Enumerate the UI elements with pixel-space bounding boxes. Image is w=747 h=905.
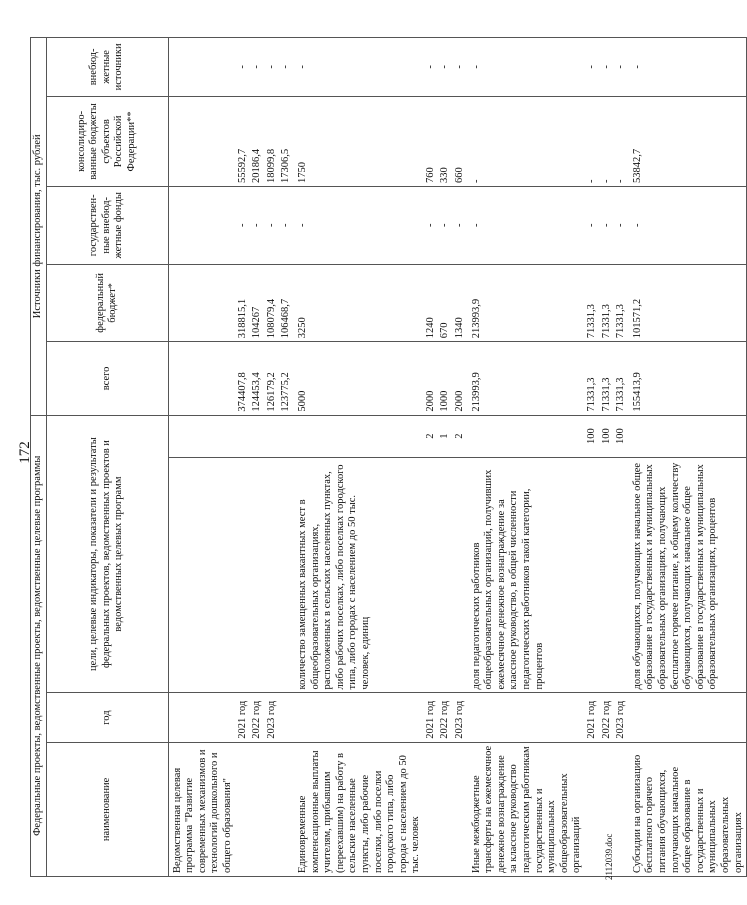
row-total: 126179,2	[265, 342, 280, 415]
row-federal: 213993,9	[468, 264, 585, 342]
table-row	[438, 38, 453, 877]
row-regional	[168, 96, 235, 186]
row-goal	[614, 457, 629, 693]
header-funding: Источники финансирования, тыс. рублей	[31, 38, 47, 416]
row-indicator: 100	[585, 415, 600, 457]
row-federal: 71331,3	[614, 264, 629, 342]
table-row	[168, 38, 235, 877]
row-state-funds: -	[629, 187, 747, 265]
row-year	[629, 693, 747, 742]
row-indicator	[168, 415, 235, 457]
row-extra: -	[236, 38, 251, 97]
row-goal	[438, 457, 453, 693]
row-federal: 670	[438, 264, 453, 342]
row-federal: 3250	[294, 264, 424, 342]
header-federal: федеральный бюджет*	[46, 264, 168, 342]
row-state-funds: -	[236, 187, 251, 265]
row-year: 2022 год	[250, 693, 265, 742]
row-total: 5000	[294, 342, 424, 415]
row-total: 71331,3	[600, 342, 615, 415]
row-goal	[453, 457, 468, 693]
table-row	[453, 38, 468, 877]
row-goal: доля обучающихся, получающих начальное общее образование в государственных и муниципальных образовательных организациях, получающих бесплатное горячее питание, к общему количеству обучающихся, получающих начальное общее образование в государственных и муниципальных образовательных организациях, процентов	[629, 457, 747, 693]
row-extra: -	[265, 38, 280, 97]
row-extra: -	[424, 38, 439, 97]
row-extra: -	[585, 38, 600, 97]
row-indicator	[294, 415, 424, 457]
table-row	[424, 38, 439, 877]
row-federal: 1340	[453, 264, 468, 342]
funding-table	[30, 37, 747, 877]
row-state-funds: -	[614, 187, 629, 265]
row-state-funds: -	[265, 187, 280, 265]
row-indicator	[236, 415, 251, 457]
row-name	[279, 742, 294, 876]
row-year: 2021 год	[424, 693, 439, 742]
row-goal	[250, 457, 265, 693]
table-row	[468, 38, 585, 877]
row-regional: 660	[453, 96, 468, 186]
row-goal	[265, 457, 280, 693]
row-state-funds: -	[585, 187, 600, 265]
row-indicator: 100	[600, 415, 615, 457]
row-name	[265, 742, 280, 876]
row-regional: -	[468, 96, 585, 186]
row-name	[453, 742, 468, 876]
row-goal	[236, 457, 251, 693]
row-total: 71331,3	[585, 342, 600, 415]
row-state-funds: -	[279, 187, 294, 265]
row-state-funds: -	[424, 187, 439, 265]
row-name	[438, 742, 453, 876]
table-row	[629, 38, 747, 877]
row-extra: -	[629, 38, 747, 97]
row-name	[585, 742, 600, 876]
row-state-funds	[168, 187, 235, 265]
row-name	[614, 742, 629, 876]
row-federal: 108079,4	[265, 264, 280, 342]
table-row	[265, 38, 280, 877]
row-federal: 101571,2	[629, 264, 747, 342]
row-year: 2021 год	[236, 693, 251, 742]
row-year	[468, 693, 585, 742]
table-row	[250, 38, 265, 877]
row-total: 2000	[424, 342, 439, 415]
header-year: год	[46, 693, 168, 742]
row-year: 2021 год	[585, 693, 600, 742]
row-federal: 71331,3	[585, 264, 600, 342]
row-name: Иные межбюджетные трансферты на ежемесячное денежное вознаграждение за классное руководство педагогическим работникам государственных и муниципальных общеобразовательных организаций	[468, 742, 585, 876]
row-regional: 760	[424, 96, 439, 186]
row-regional: 1750	[294, 96, 424, 186]
row-goal	[424, 457, 439, 693]
row-regional: 18099,8	[265, 96, 280, 186]
row-total: 374407,8	[236, 342, 251, 415]
row-indicator	[279, 415, 294, 457]
row-goal: количество замещенных вакантных мест в общеобразовательных организациях, расположенных в сельских населенных пунктах, либо рабочих поселках, либо поселках городского типа, либо городах с населением до 50 тыс. человек, единиц	[294, 457, 424, 693]
row-state-funds: -	[453, 187, 468, 265]
row-year	[279, 693, 294, 742]
header-name: наименование	[46, 742, 168, 876]
row-regional: -	[585, 96, 600, 186]
row-indicator: 1	[438, 415, 453, 457]
table-row	[614, 38, 629, 877]
row-indicator	[250, 415, 265, 457]
row-regional: -	[614, 96, 629, 186]
row-federal: 318815,1	[236, 264, 251, 342]
row-total	[168, 342, 235, 415]
row-extra: -	[279, 38, 294, 97]
row-extra: -	[250, 38, 265, 97]
row-indicator	[265, 415, 280, 457]
row-federal: 1240	[424, 264, 439, 342]
row-name: Ведомственная целевая программа "Развитие современных механизмов и технологий дошкольного и общего образования"	[168, 742, 235, 876]
table-row	[294, 38, 424, 877]
row-indicator	[468, 415, 585, 457]
row-year: 2022 год	[600, 693, 615, 742]
row-total: 123775,2	[279, 342, 294, 415]
row-indicator: 2	[453, 415, 468, 457]
row-extra: -	[453, 38, 468, 97]
row-indicator	[629, 415, 747, 457]
row-total: 155413,9	[629, 342, 747, 415]
row-regional: 53842,7	[629, 96, 747, 186]
row-goal	[279, 457, 294, 693]
row-regional: 330	[438, 96, 453, 186]
page-number: 172	[17, 441, 33, 464]
header-projects: Федеральные проекты, ведомственные проекты, ведомственные целевые программы	[31, 415, 47, 876]
header-regional: консолидиро-ванные бюджеты субъектов Российской Федерации**	[46, 96, 168, 186]
row-indicator: 2	[424, 415, 439, 457]
table-row	[236, 38, 251, 877]
header-extra: внебюд-жетные источники	[46, 38, 168, 97]
row-year: 2022 год	[438, 693, 453, 742]
header-goals: цели, целевые индикаторы, показатели и результаты федеральных проектов, ведомственных проектов и ведомственных целевых программ	[46, 415, 168, 693]
row-extra: -	[468, 38, 585, 97]
row-year: 2023 год	[614, 693, 629, 742]
header-state-funds: государствен-ные внебюд-жетные фонды	[46, 187, 168, 265]
table-row	[585, 38, 600, 877]
row-name	[236, 742, 251, 876]
row-state-funds: -	[438, 187, 453, 265]
row-regional: 20186,4	[250, 96, 265, 186]
row-extra: -	[438, 38, 453, 97]
row-regional: 55592,7	[236, 96, 251, 186]
row-federal: 104267	[250, 264, 265, 342]
row-state-funds: -	[600, 187, 615, 265]
row-goal: доля педагогических работников общеобразовательных организаций, получивших ежемесячное денежное вознаграждение за классное руководство, в общей численности педагогических работников такой категории, процентов	[468, 457, 585, 693]
row-year	[294, 693, 424, 742]
row-federal	[168, 264, 235, 342]
row-name: Единовременные компенсационные выплаты учителям, прибывшим (переехавшим) на работу в сельские населенные пункты, либо рабочие поселки, либо поселки городского типа, либо города с населением до 50 тыс. человек	[294, 742, 424, 876]
row-extra: -	[600, 38, 615, 97]
row-total: 71331,3	[614, 342, 629, 415]
row-state-funds: -	[294, 187, 424, 265]
row-goal	[585, 457, 600, 693]
row-year: 2023 год	[453, 693, 468, 742]
row-federal: 71331,3	[600, 264, 615, 342]
row-total: 2000	[453, 342, 468, 415]
row-extra	[168, 38, 235, 97]
row-name: Субсидии на организацию бесплатного горячего питания обучающихся, получающих начальное общее образование в государственных и муниципальных образовательных организациях	[629, 742, 747, 876]
row-year: 2023 год	[265, 693, 280, 742]
row-state-funds: -	[250, 187, 265, 265]
table-row	[600, 38, 615, 877]
row-regional: 17306,5	[279, 96, 294, 186]
row-goal	[168, 457, 235, 693]
row-name	[424, 742, 439, 876]
row-total: 213993,9	[468, 342, 585, 415]
table-row	[279, 38, 294, 877]
row-goal	[600, 457, 615, 693]
row-federal: 106468,7	[279, 264, 294, 342]
row-year	[168, 693, 235, 742]
row-indicator: 100	[614, 415, 629, 457]
row-extra: -	[294, 38, 424, 97]
row-extra: -	[614, 38, 629, 97]
row-total: 1000	[438, 342, 453, 415]
header-total: всего	[46, 342, 168, 415]
document-id: 2112039.doc	[604, 833, 614, 880]
row-name	[250, 742, 265, 876]
row-state-funds: -	[468, 187, 585, 265]
row-regional: -	[600, 96, 615, 186]
row-total: 124453,4	[250, 342, 265, 415]
